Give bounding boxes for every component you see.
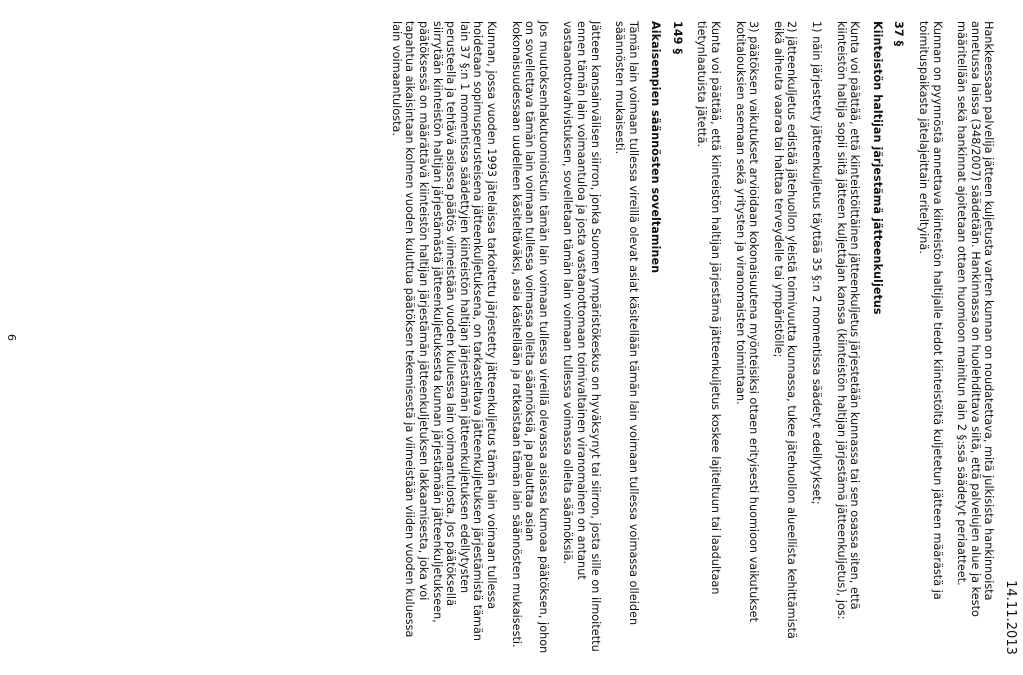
section-149-title: Aikaisempien säännösten soveltaminen — [649, 21, 663, 274]
section-149-paragraph-3: Jos muutoksenhakutuomioistuin tämän lain voimaan tullessa vireillä olevassa asiassa kumoaa päätöksen, johon on sovellettava tämän lain voimaan tullessa voimassa olleita säännöksiä, ja palauttaa asian kokonaisuudessaan uudelleen käsiteltäväksi, asia käsitellään ja ratkaistaan tämän lain säännösten mukaisesti. — [509, 21, 550, 654]
section-37-closing: Kunta voi päättää, että kiinteistön haltijan järjestämä jätteenkuljetus koskee lajiteltuun tai laadultaan tietynlaatuista jätettä. — [695, 21, 723, 595]
section-37-intro: Kunta voi päättää, että kiinteistöittäinen jätteenkuljetus järjestetään kunnassa tai sen osassa siten, että kiinteistön haltija sopii siitä jätteen kuljettajan kanssa (kiinteistön haltijan järjestämä jätteenkuljetus), jos: — [834, 21, 862, 620]
document-date: 14.11.2013 — [1003, 580, 1018, 655]
section-37-item-1: 1) näin järjestetty jätteenkuljetus täyttää 35 §:n 2 momentissa säädetyt edellytykset; — [810, 21, 824, 505]
paragraph-procurement: Hankkeessaan palvelija jätteen kuljetusta varten kunnan on noudatettava, mitä julkisista hankinnoista annetussa laissa (348/2007) säädetään. Hankinnassa on huolehdittava siitä, että palvelujen alue ja kesto määritellään sekä hankinnat ajoitetaan ottaen huomioon mainitun lain 2 §:ssä säädetyt periaatteet. — [955, 21, 996, 617]
section-37-item-3: 3) päätöksen vaikutukset arvioidaan kokonaisuutena myönteisiksi ottaen erityisesti huomioon vaikutukset kotitalouksien asemaan sekä yritysten ja viranomaisten toimintaan. — [733, 21, 761, 623]
section-37-item-2: 2) jätteenkuljetus edistää jätehuollon yleistä toimivuutta kunnassa, tukee jätehuollon alueellista kehittämistä eikä aiheuta vaaraa tai haittaa terveydelle tai ympäristölle; — [771, 21, 799, 639]
section-37-title: Kiinteistön haltijan järjestämä jätteenkuljetus — [870, 21, 884, 315]
page-number: 6 — [4, 333, 18, 342]
section-37-number: 37 § — [892, 21, 906, 47]
section-149-paragraph-1: Tämän lain voimaan tullessa vireillä olevat asiat käsitellään tämän lain voimaan tullessa voimassa olleiden säännösten mukaisesti. — [613, 21, 640, 626]
section-149-paragraph-2: Jätteen kansainvälisen siirron, jonka Suomen ympäristökeskus on hyväksynyt tai siirron, josta sille on ilmoitettu ennen tämän lain voimaantuloa ja josta vastaanottomaan toimivaltainen viranomainen on antanut vastaanottovahvistuksen, sovelletaan tämän lain voimaan tullessa voimassa olleita säännöksiä. — [561, 21, 602, 652]
section-149-paragraph-4: Kunnan, jossa vuoden 1993 jätelaissa tarkoitettu järjestetty jätteenkuljetus tämän lain voimaan tullessa hoidetaan sopimusperusteisena jätteenkuljetuksena, on tarkasteltava jätteenkuljetuksen järjestämistä tämän lain 37 §:n 1 momentissa säädettyjen kiinteistön haltijan järjestämän jätteenkuljetuksen edellytysten perusteella ja tehtävä asiassa päätös viimeistään vuoden kuluessa lain voimaantulosta. Jos päätöksellä siirrytään kiinteistön haltijan järjestämästä jätteenkuljetuksesta kunnan järjestämään jätteenkuljetukseen, päätöksessä on määrättävä kiinteistön haltijan järjestämän jätteenkuljetuksen lakkaamisesta, joka voi tapahtua aikaisintaan kolmen vuoden kuluttua päätöksen tekemisestä ja viimeistään viiden vuoden kuluessa lain voimaantulosta. — [389, 21, 498, 642]
section-149-number: 149 § — [670, 21, 684, 55]
paragraph-information-request: Kunnan on pyynnöstä annettava kiinteistön haltijalle tiedot kiinteistöltä kuljetetun jätteen määrästä ja toimituspaikasta jätelajeittain eriteltyinä. — [917, 21, 944, 600]
